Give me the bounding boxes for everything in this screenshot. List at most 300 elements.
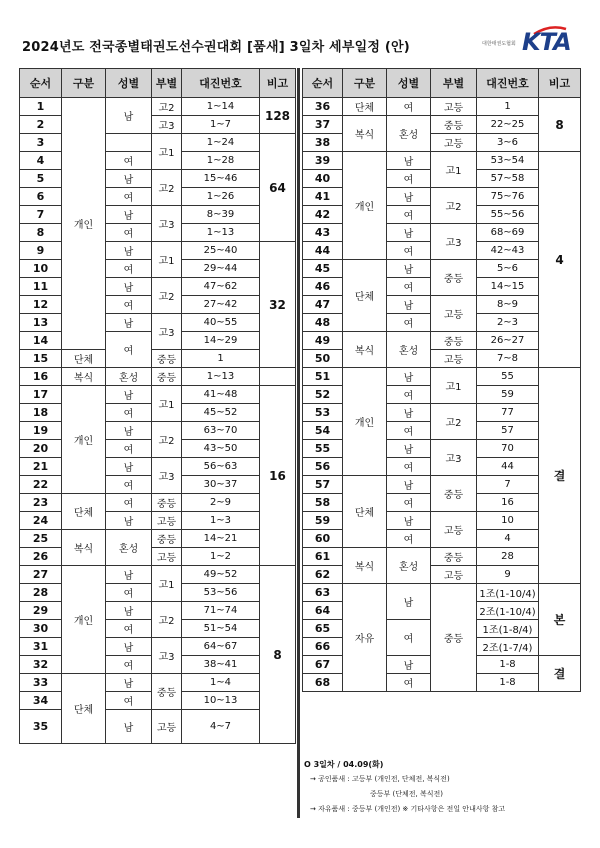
order-cell: 38 bbox=[303, 134, 343, 152]
order-cell: 1 bbox=[20, 98, 62, 116]
order-cell: 14 bbox=[20, 332, 62, 350]
gender-cell: 남 bbox=[387, 440, 431, 458]
table-row bbox=[20, 548, 296, 566]
order-cell: 50 bbox=[303, 350, 343, 368]
order-cell: 44 bbox=[303, 242, 343, 260]
gender-cell: 남 bbox=[106, 242, 152, 260]
bracket-cell: 1~14 bbox=[182, 98, 260, 116]
division-cell: 고등 bbox=[152, 512, 182, 530]
category-cell: 복식 bbox=[343, 332, 387, 368]
division-cell: 고등 bbox=[431, 350, 477, 368]
order-cell: 64 bbox=[303, 602, 343, 620]
gender-cell: 여 bbox=[106, 224, 152, 242]
category-cell: 단체 bbox=[62, 494, 106, 530]
gender-cell: 남 bbox=[387, 404, 431, 422]
order-cell: 36 bbox=[303, 98, 343, 116]
order-cell: 61 bbox=[303, 548, 343, 566]
division-cell: 고3 bbox=[152, 638, 182, 674]
category-cell: 단체 bbox=[62, 350, 106, 368]
division-cell: 고2 bbox=[152, 98, 182, 116]
table-row bbox=[20, 458, 296, 476]
table-row bbox=[20, 368, 296, 386]
bracket-cell: 1~28 bbox=[182, 152, 260, 170]
order-cell: 33 bbox=[20, 674, 62, 692]
remark-cell: 4 bbox=[539, 152, 581, 368]
order-cell: 27 bbox=[20, 566, 62, 584]
bracket-cell: 14~15 bbox=[477, 278, 539, 296]
bracket-cell: 9 bbox=[477, 566, 539, 584]
header-bracket: 대진번호 bbox=[477, 69, 539, 98]
category-cell: 복식 bbox=[62, 530, 106, 566]
table-row bbox=[20, 278, 296, 296]
gender-cell: 여 bbox=[106, 332, 152, 368]
header-division: 부별 bbox=[152, 69, 182, 98]
bracket-cell: 29~44 bbox=[182, 260, 260, 278]
gender-cell: 여 bbox=[387, 386, 431, 404]
division-cell: 고3 bbox=[152, 206, 182, 242]
order-cell: 10 bbox=[20, 260, 62, 278]
gender-cell: 남 bbox=[387, 188, 431, 206]
division-cell: 고등 bbox=[431, 566, 477, 584]
order-cell: 63 bbox=[303, 584, 343, 602]
table-row bbox=[20, 242, 296, 260]
table-row bbox=[20, 512, 296, 530]
order-cell: 2 bbox=[20, 116, 62, 134]
division-cell: 중등 bbox=[431, 548, 477, 566]
gender-cell: 여 bbox=[387, 530, 431, 548]
bracket-cell: 70 bbox=[477, 440, 539, 458]
bracket-cell: 10~13 bbox=[182, 692, 260, 710]
remark-cell: 64 bbox=[260, 134, 296, 242]
table-row bbox=[20, 422, 296, 440]
gender-cell: 여 bbox=[106, 188, 152, 206]
bracket-cell: 49~52 bbox=[182, 566, 260, 584]
division-cell: 중등 bbox=[152, 350, 182, 368]
table-row bbox=[20, 494, 296, 512]
order-cell: 3 bbox=[20, 134, 62, 152]
gender-cell: 남 bbox=[106, 422, 152, 440]
remark-cell: 16 bbox=[260, 386, 296, 566]
gender-cell: 남 bbox=[387, 656, 431, 674]
order-cell: 39 bbox=[303, 152, 343, 170]
gender-cell: 남 bbox=[106, 206, 152, 224]
gender-cell: 남 bbox=[387, 476, 431, 494]
category-cell: 자유 bbox=[343, 584, 387, 692]
order-cell: 58 bbox=[303, 494, 343, 512]
notes-recognized-poomsae: → 공인품새 : 고등부 (개인전, 단체전, 복식전) bbox=[310, 775, 450, 783]
order-cell: 6 bbox=[20, 188, 62, 206]
division-cell: 중등 bbox=[152, 368, 182, 386]
division-cell: 중등 bbox=[431, 332, 477, 350]
category-cell: 복식 bbox=[343, 548, 387, 584]
gender-cell: 남 bbox=[106, 602, 152, 620]
logo-mark: KTA bbox=[522, 28, 571, 56]
category-cell: 개인 bbox=[62, 98, 106, 350]
bracket-cell: 22~25 bbox=[477, 116, 539, 134]
bracket-cell: 71~74 bbox=[182, 602, 260, 620]
order-cell: 67 bbox=[303, 656, 343, 674]
division-cell: 고등 bbox=[431, 296, 477, 332]
order-cell: 17 bbox=[20, 386, 62, 404]
division-cell: 중등 bbox=[431, 116, 477, 134]
bracket-cell: 25~40 bbox=[182, 242, 260, 260]
header-category: 구분 bbox=[62, 69, 106, 98]
bracket-cell: 1~26 bbox=[182, 188, 260, 206]
gender-cell: 여 bbox=[387, 674, 431, 692]
order-cell: 24 bbox=[20, 512, 62, 530]
remark-cell: 결 bbox=[539, 368, 581, 584]
order-cell: 62 bbox=[303, 566, 343, 584]
order-cell: 9 bbox=[20, 242, 62, 260]
header-category: 구분 bbox=[343, 69, 387, 98]
gender-cell: 여 bbox=[387, 206, 431, 224]
bracket-cell: 57 bbox=[477, 422, 539, 440]
order-cell: 57 bbox=[303, 476, 343, 494]
gender-cell: 여 bbox=[387, 98, 431, 116]
remark-cell: 본 bbox=[539, 584, 581, 656]
bracket-cell: 1 bbox=[182, 350, 260, 368]
gender-cell: 여 bbox=[106, 296, 152, 314]
remark-cell bbox=[260, 368, 296, 386]
order-cell: 52 bbox=[303, 386, 343, 404]
bracket-cell: 41~48 bbox=[182, 386, 260, 404]
bracket-cell: 1~3 bbox=[182, 512, 260, 530]
division-cell: 고등 bbox=[152, 710, 182, 744]
order-cell: 15 bbox=[20, 350, 62, 368]
gender-cell: 여 bbox=[387, 278, 431, 296]
table-row bbox=[20, 602, 296, 620]
gender-cell: 여 bbox=[106, 476, 152, 494]
order-cell: 48 bbox=[303, 314, 343, 332]
bracket-cell: 30~37 bbox=[182, 476, 260, 494]
bracket-cell: 16 bbox=[477, 494, 539, 512]
order-cell: 53 bbox=[303, 404, 343, 422]
table-row bbox=[20, 710, 296, 744]
table-row bbox=[20, 98, 296, 116]
order-cell: 40 bbox=[303, 170, 343, 188]
bracket-cell: 2~3 bbox=[477, 314, 539, 332]
division-cell: 고등 bbox=[431, 98, 477, 116]
table-row bbox=[20, 566, 296, 584]
bracket-cell: 38~41 bbox=[182, 656, 260, 674]
gender-cell: 남 bbox=[106, 314, 152, 332]
order-cell: 25 bbox=[20, 530, 62, 548]
bracket-cell: 1-8 bbox=[477, 674, 539, 692]
division-cell: 고등 bbox=[431, 134, 477, 152]
gender-cell: 여 bbox=[106, 494, 152, 512]
division-cell: 중등 bbox=[431, 260, 477, 296]
order-cell: 19 bbox=[20, 422, 62, 440]
order-cell: 47 bbox=[303, 296, 343, 314]
bracket-cell: 59 bbox=[477, 386, 539, 404]
division-cell: 고1 bbox=[152, 134, 182, 170]
gender-cell: 여 bbox=[387, 314, 431, 332]
gender-cell: 혼성 bbox=[387, 332, 431, 368]
bracket-cell: 42~43 bbox=[477, 242, 539, 260]
gender-cell: 혼성 bbox=[106, 368, 152, 386]
bracket-cell: 2~9 bbox=[182, 494, 260, 512]
bracket-cell: 3~6 bbox=[477, 134, 539, 152]
bracket-cell: 68~69 bbox=[477, 224, 539, 242]
remark-cell: 결 bbox=[539, 656, 581, 692]
division-cell: 중등 bbox=[152, 530, 182, 548]
bracket-cell: 10 bbox=[477, 512, 539, 530]
category-cell: 개인 bbox=[343, 152, 387, 260]
order-cell: 66 bbox=[303, 638, 343, 656]
order-cell: 65 bbox=[303, 620, 343, 638]
order-cell: 28 bbox=[20, 584, 62, 602]
remark-cell: 8 bbox=[260, 566, 296, 744]
division-cell: 고등 bbox=[431, 512, 477, 548]
division-cell: 고3 bbox=[431, 440, 477, 476]
gender-cell: 남 bbox=[387, 224, 431, 242]
order-cell: 5 bbox=[20, 170, 62, 188]
bracket-cell: 53~54 bbox=[477, 152, 539, 170]
gender-cell: 여 bbox=[106, 440, 152, 458]
category-cell: 개인 bbox=[62, 566, 106, 674]
bracket-cell: 15~46 bbox=[182, 170, 260, 188]
bracket-cell: 63~70 bbox=[182, 422, 260, 440]
gender-cell: 여 bbox=[106, 620, 152, 638]
gender-cell: 여 bbox=[106, 152, 152, 170]
bracket-cell: 4~7 bbox=[182, 710, 260, 744]
division-cell: 고2 bbox=[152, 170, 182, 206]
gender-cell: 남 bbox=[387, 584, 431, 620]
bracket-cell: 77 bbox=[477, 404, 539, 422]
table-header-row bbox=[20, 69, 296, 98]
order-cell: 54 bbox=[303, 422, 343, 440]
page-title: 2024년도 전국종별태권도선수권대회 [품새] 3일차 세부일정 (안) bbox=[22, 40, 410, 55]
remark-cell: 32 bbox=[260, 242, 296, 368]
order-cell: 18 bbox=[20, 404, 62, 422]
order-cell: 55 bbox=[303, 440, 343, 458]
gender-cell: 여 bbox=[106, 260, 152, 278]
header-gender: 성별 bbox=[387, 69, 431, 98]
bracket-cell: 28 bbox=[477, 548, 539, 566]
bracket-cell: 40~55 bbox=[182, 314, 260, 332]
gender-cell: 남 bbox=[106, 278, 152, 296]
notes-freestyle-poomsae: → 자유품새 : 중등부 (개인전) ※ 기타사항은 전일 안내사항 참고 bbox=[310, 805, 506, 813]
bracket-cell: 26~27 bbox=[477, 332, 539, 350]
order-cell: 51 bbox=[303, 368, 343, 386]
division-cell: 중등 bbox=[152, 494, 182, 512]
order-cell: 42 bbox=[303, 206, 343, 224]
table-row bbox=[20, 674, 296, 692]
table-row bbox=[20, 314, 296, 332]
bracket-cell: 64~67 bbox=[182, 638, 260, 656]
kta-logo bbox=[482, 28, 582, 60]
bracket-cell: 5~6 bbox=[477, 260, 539, 278]
bracket-cell: 14~21 bbox=[182, 530, 260, 548]
division-cell: 고3 bbox=[152, 116, 182, 134]
order-cell: 4 bbox=[20, 152, 62, 170]
order-cell: 30 bbox=[20, 620, 62, 638]
table-row bbox=[20, 530, 296, 548]
order-cell: 20 bbox=[20, 440, 62, 458]
table-row bbox=[303, 98, 581, 116]
gender-cell: 여 bbox=[387, 170, 431, 188]
order-cell: 13 bbox=[20, 314, 62, 332]
division-cell: 고3 bbox=[152, 314, 182, 350]
gender-cell: 남 bbox=[106, 98, 152, 134]
order-cell: 49 bbox=[303, 332, 343, 350]
division-cell: 고1 bbox=[431, 368, 477, 404]
order-cell: 21 bbox=[20, 458, 62, 476]
column-divider bbox=[297, 68, 300, 818]
header-bracket: 대진번호 bbox=[182, 69, 260, 98]
gender-cell: 남 bbox=[106, 566, 152, 584]
gender-cell: 남 bbox=[387, 152, 431, 170]
gender-cell: 남 bbox=[106, 512, 152, 530]
division-cell: 고3 bbox=[431, 224, 477, 260]
table-header-row bbox=[303, 69, 581, 98]
gender-cell: 혼성 bbox=[387, 116, 431, 152]
bracket-cell: 56~63 bbox=[182, 458, 260, 476]
division-cell: 고2 bbox=[152, 278, 182, 314]
category-cell: 복식 bbox=[62, 368, 106, 386]
category-cell: 단체 bbox=[62, 674, 106, 744]
bracket-cell: 51~54 bbox=[182, 620, 260, 638]
gender-cell bbox=[106, 134, 152, 152]
gender-cell: 여 bbox=[387, 494, 431, 512]
bracket-cell: 44 bbox=[477, 458, 539, 476]
category-cell: 개인 bbox=[343, 368, 387, 476]
division-cell: 중등 bbox=[152, 674, 182, 710]
header-remark: 비고 bbox=[539, 69, 581, 98]
category-cell: 단체 bbox=[343, 476, 387, 548]
gender-cell: 여 bbox=[106, 584, 152, 602]
category-cell: 단체 bbox=[343, 260, 387, 332]
gender-cell: 남 bbox=[106, 386, 152, 404]
order-cell: 8 bbox=[20, 224, 62, 242]
table-row bbox=[303, 368, 581, 386]
table-row bbox=[20, 170, 296, 188]
order-cell: 12 bbox=[20, 296, 62, 314]
order-cell: 22 bbox=[20, 476, 62, 494]
order-cell: 43 bbox=[303, 224, 343, 242]
order-cell: 31 bbox=[20, 638, 62, 656]
bracket-cell: 55 bbox=[477, 368, 539, 386]
bracket-cell: 7 bbox=[477, 476, 539, 494]
gender-cell: 남 bbox=[387, 368, 431, 386]
gender-cell: 남 bbox=[106, 710, 152, 744]
gender-cell: 남 bbox=[106, 170, 152, 188]
order-cell: 23 bbox=[20, 494, 62, 512]
table-row bbox=[303, 584, 581, 602]
schedule-table-left bbox=[19, 68, 296, 744]
gender-cell: 남 bbox=[106, 638, 152, 656]
bracket-cell: 1~2 bbox=[182, 548, 260, 566]
order-cell: 41 bbox=[303, 188, 343, 206]
table-row bbox=[20, 638, 296, 656]
gender-cell: 남 bbox=[387, 512, 431, 530]
logo-org-name: 대한태권도협회 bbox=[482, 41, 516, 47]
bracket-cell: 43~50 bbox=[182, 440, 260, 458]
header-order: 순서 bbox=[303, 69, 343, 98]
header-division: 부별 bbox=[431, 69, 477, 98]
table-row bbox=[20, 116, 296, 134]
table-row bbox=[20, 386, 296, 404]
header-order: 순서 bbox=[20, 69, 62, 98]
bracket-cell: 7~8 bbox=[477, 350, 539, 368]
schedule-table-right bbox=[302, 68, 581, 692]
bracket-cell: 1 bbox=[477, 98, 539, 116]
bracket-cell: 14~29 bbox=[182, 332, 260, 350]
order-cell: 16 bbox=[20, 368, 62, 386]
bracket-cell: 1~13 bbox=[182, 368, 260, 386]
order-cell: 34 bbox=[20, 692, 62, 710]
division-cell: 고3 bbox=[152, 458, 182, 494]
bracket-cell: 27~42 bbox=[182, 296, 260, 314]
category-cell: 복식 bbox=[343, 116, 387, 152]
gender-cell: 혼성 bbox=[387, 548, 431, 584]
order-cell: 37 bbox=[303, 116, 343, 134]
gender-cell: 여 bbox=[387, 620, 431, 656]
order-cell: 45 bbox=[303, 260, 343, 278]
gender-cell: 남 bbox=[387, 260, 431, 278]
bracket-cell: 1-8 bbox=[477, 656, 539, 674]
division-cell: 고1 bbox=[152, 566, 182, 602]
gender-cell: 여 bbox=[106, 656, 152, 674]
division-cell: 고1 bbox=[152, 386, 182, 422]
division-cell: 고1 bbox=[431, 152, 477, 188]
table-row bbox=[20, 350, 296, 368]
order-cell: 60 bbox=[303, 530, 343, 548]
order-cell: 32 bbox=[20, 656, 62, 674]
order-cell: 59 bbox=[303, 512, 343, 530]
bracket-cell: 1~24 bbox=[182, 134, 260, 152]
bracket-cell: 47~62 bbox=[182, 278, 260, 296]
bracket-cell: 45~52 bbox=[182, 404, 260, 422]
bracket-cell: 1~13 bbox=[182, 224, 260, 242]
bracket-cell: 2조(1-10/4) bbox=[477, 602, 539, 620]
order-cell: 68 bbox=[303, 674, 343, 692]
division-cell: 고2 bbox=[431, 188, 477, 224]
order-cell: 26 bbox=[20, 548, 62, 566]
table-row bbox=[20, 134, 296, 152]
order-cell: 11 bbox=[20, 278, 62, 296]
bracket-cell: 4 bbox=[477, 530, 539, 548]
table-row bbox=[303, 152, 581, 170]
bracket-cell: 1~4 bbox=[182, 674, 260, 692]
header-remark: 비고 bbox=[260, 69, 296, 98]
division-cell: 중등 bbox=[431, 476, 477, 512]
bracket-cell: 2조(1-7/4) bbox=[477, 638, 539, 656]
gender-cell: 남 bbox=[106, 458, 152, 476]
bracket-cell: 1조(1-8/4) bbox=[477, 620, 539, 638]
table-row bbox=[20, 206, 296, 224]
order-cell: 35 bbox=[20, 710, 62, 744]
bracket-cell: 53~56 bbox=[182, 584, 260, 602]
schedule-notes bbox=[304, 757, 580, 817]
gender-cell: 여 bbox=[387, 422, 431, 440]
order-cell: 29 bbox=[20, 602, 62, 620]
header-gender: 성별 bbox=[106, 69, 152, 98]
gender-cell: 남 bbox=[387, 296, 431, 314]
gender-cell: 여 bbox=[387, 458, 431, 476]
division-cell: 고2 bbox=[152, 422, 182, 458]
division-cell: 고등 bbox=[152, 548, 182, 566]
division-cell: 중등 bbox=[431, 584, 477, 692]
gender-cell: 여 bbox=[106, 404, 152, 422]
bracket-cell: 57~58 bbox=[477, 170, 539, 188]
category-cell: 단체 bbox=[343, 98, 387, 116]
remark-cell: 128 bbox=[260, 98, 296, 134]
remark-cell: 8 bbox=[539, 98, 581, 152]
order-cell: 46 bbox=[303, 278, 343, 296]
division-cell: 고2 bbox=[431, 404, 477, 440]
division-cell: 고2 bbox=[152, 602, 182, 638]
